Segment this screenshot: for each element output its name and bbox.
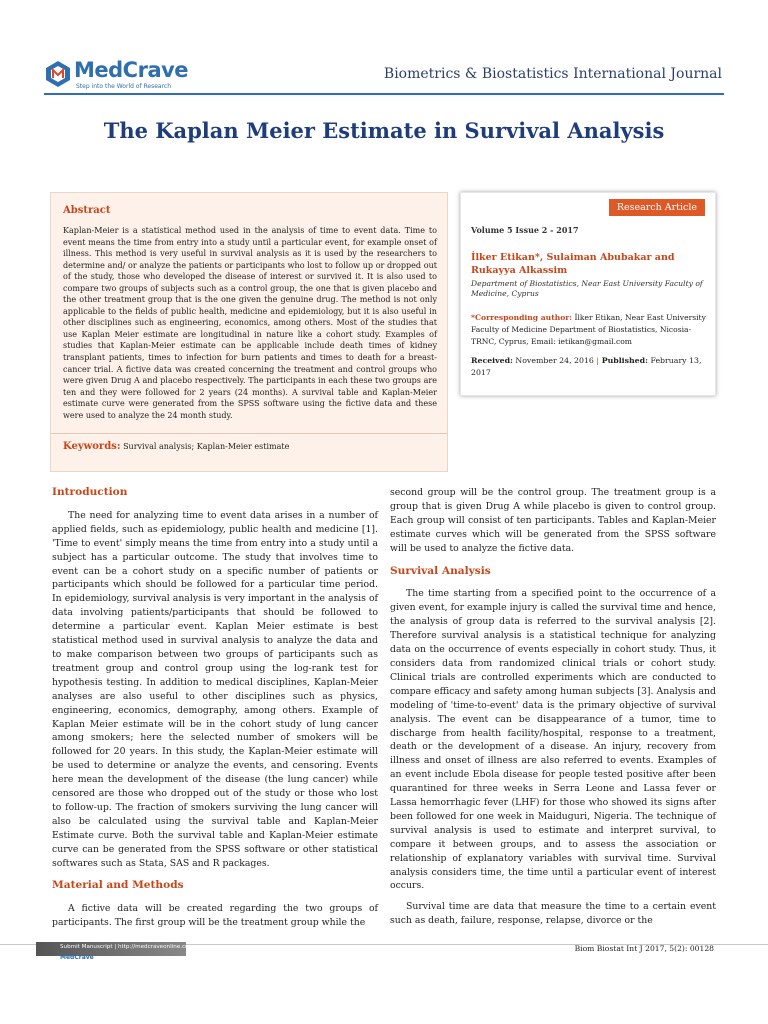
right-continuation-paragraph: second group will be the control group. The treatment group is a group that is given Drug A while placebo is given to control group. Each group will consist of ten participants. Tables and Kaplan-Meier estimate curves which will be generated from the SPSS software will be used to analyze the fictive data.: [390, 487, 716, 554]
published-date: February 13, 2017: [471, 356, 702, 377]
keywords-text: Survival analysis; Kaplan-Meier estimate: [123, 442, 290, 451]
methods-paragraph: A fictive data will be created regarding the two groups of participants. The first group will be the treatment group while the: [52, 903, 378, 929]
received-label: Received:: [471, 356, 513, 365]
article-info-box: [460, 192, 716, 396]
section-heading-methods: Material and Methods: [52, 879, 184, 892]
corresponding-author: [471, 312, 707, 348]
article-title: The Kaplan Meier Estimate in Survival Analysis: [103, 118, 665, 143]
corresponding-author-text[interactable]: İlker Etikan, Near East University Faculty of Medicine Department of Biostatistics, Nicosia-TRNC, Cyprus, Email: ietikan@gmail.com: [471, 313, 706, 346]
body-column-right: [390, 486, 716, 928]
introduction-paragraph: The need for analyzing time to event data arises in a number of applied fields, such as epidemiology, public health and medicine [1]. 'Time to event' simply means the time from entry into a study until a subject has a particular outcome. The study that involves time to event can be a cohort study on a specific number of patients or participants which should be followed for a particular time period. In epidemiology, survival analysis is very important in the analysis of data involving patients/participants that should be followed to determine a particular event. Kaplan Meier estimate is best statistical method used in survival analysis to analyze the data and to make comparison between two groups of participants such as treatment group and control group using the log-rank test for hypothesis testing. In addition to medical disciplines, Kaplan-Meier analyses are also useful to other disciplines such as physics, engineering, economics, demography, among others. Example of Kaplan Meier estimate will be in the cohort study of lung cancer among smokers; here the selected number of smokers will be followed for 20 years. In this study, the Kaplan-Meier estimate will be used to determine or analyze the events, and censoring. Events here mean the development of the disease (the lung cancer) while censored are those who dropped out of the study or those who lost to follow-up. The fraction of smokers surviving the lung cancer will also be calculated using the survival table and Kaplan-Meier Estimate curve. Both the survival table and Kaplan-Meier estimate curve can be generated from the SPSS software or other statistical softwares such as Stata, SAS and R packages.: [52, 509, 378, 869]
article-dates: [471, 355, 707, 379]
corresponding-author-label: *Corresponding author:: [471, 313, 573, 322]
keywords: [63, 441, 289, 452]
affiliation: Department of Biostatistics, Near East University Faculty of Medicine, Cyprus: [471, 279, 703, 298]
brand-tagline: Step into the World of Research: [76, 83, 172, 90]
abstract-heading: Abstract: [63, 205, 111, 216]
abstract-text: Kaplan-Meier is a statistical method used in the analysis of time to event data. Time to event means the time from entry into a study until a particular event, for example onset of illness. This method is very useful in survival analysis as it is used by the researchers to determine and/ or analyze the patients or participants who lost to follow up or dropped out of the study, those who developed the disease of interest or survived it. It is also used to compare two groups of subjects such as a control group, the one that is given placebo and the other treatment group that is the one given the genuine drug. The method is not only applicable to the fields of public health, medicine and epidemiology, but it is also useful in other disciplines such as engineering, economics, among others. Most of the studies that use Kaplan Meier estimate are longitudinal in nature like a cohort study. Examples of studies that Kaplan-Meier estimate can be applicable include death times of kidney transplant patients, times to infection for burn patients and times to death for a breast- cancer trial. A fictive data was created concerning the treatment and control groups who were given Drug A and placebo respectively. The participants in each these two groups are ten and they were followed for 2 years (24 months). A survival table and Kaplan-Meier estimate curve were generated from the SPSS software using the fictive data and these were used to analyze the 24 month study.: [63, 226, 437, 420]
citation: Biom Biostat Int J 2017, 5(2): 00128: [574, 944, 714, 953]
medcrave-logo[interactable]: [44, 58, 192, 92]
header-divider: [44, 93, 724, 95]
article-type-badge: Research Article: [609, 199, 705, 216]
abstract-box: [50, 192, 448, 472]
brand-name: MedCrave: [74, 58, 189, 82]
submit-manuscript-link[interactable]: Submit Manuscript | http://medcraveonline.com: [60, 944, 194, 950]
journal-name: Biometrics & Biostatistics International Journal: [383, 66, 722, 82]
survival-paragraph-2: Survival time are data that measure the time to a certain event such as death, failure, response, relapse, divorce or the: [390, 901, 716, 927]
date-separator: |: [596, 356, 599, 365]
keywords-divider: [51, 433, 447, 434]
submit-manuscript-banner[interactable]: [36, 938, 316, 962]
keywords-label: Keywords:: [63, 441, 121, 452]
section-heading-introduction: Introduction: [52, 486, 128, 498]
published-label: Published:: [599, 356, 648, 365]
medcrave-logo-icon: [44, 60, 72, 88]
volume-issue: Volume 5 Issue 2 - 2017: [471, 225, 579, 235]
received-date: November 24, 2016: [512, 356, 597, 365]
footer-brand: MedCrave: [60, 954, 94, 961]
section-heading-survival-analysis: Survival Analysis: [390, 564, 491, 577]
body-column-left: [52, 486, 378, 930]
authors[interactable]: İlker Etikan*, Sulaiman Abubakar and Rukayya Alkassim: [471, 252, 675, 276]
survival-paragraph-1: The time starting from a specified point to the occurrence of a given event, for example injury is called the survival time and hence, the analysis of group data is referred to the survival analysis [2]. Therefore survival analysis is a statistical technique for analyzing data on the occurrence of events especially in cohort study. Thus, it considers data from randomized clinical trials or cohort study. Clinical trials are controlled experiments which are conducted to compare efficacy and safety among human subjects [3]. Analysis and modeling of 'time-to-event' data is the primary objective of survival analysis. The event can be disappearance of a tumor, time to discharge from health facility/hospital, response to a treatment, death or the development of a disease. An injury, recovery from illness and onset of illness are also referred to events. Examples of an event include Ebola disease for people tested positive after been quarantined for three weeks in Serra Leone and Lassa fever or Lassa hemorrhagic fever (LHF) for those who showed its signs after been followed for one week in Maiduguri, Nigeria. The technique of survival analysis is used to estimate and interpret survival, to compare it between groups, and to assess the association or relationship of explanatory variables with survival time. Survival analysis considers time, the time until a particular event of interest occurs.: [390, 588, 716, 892]
